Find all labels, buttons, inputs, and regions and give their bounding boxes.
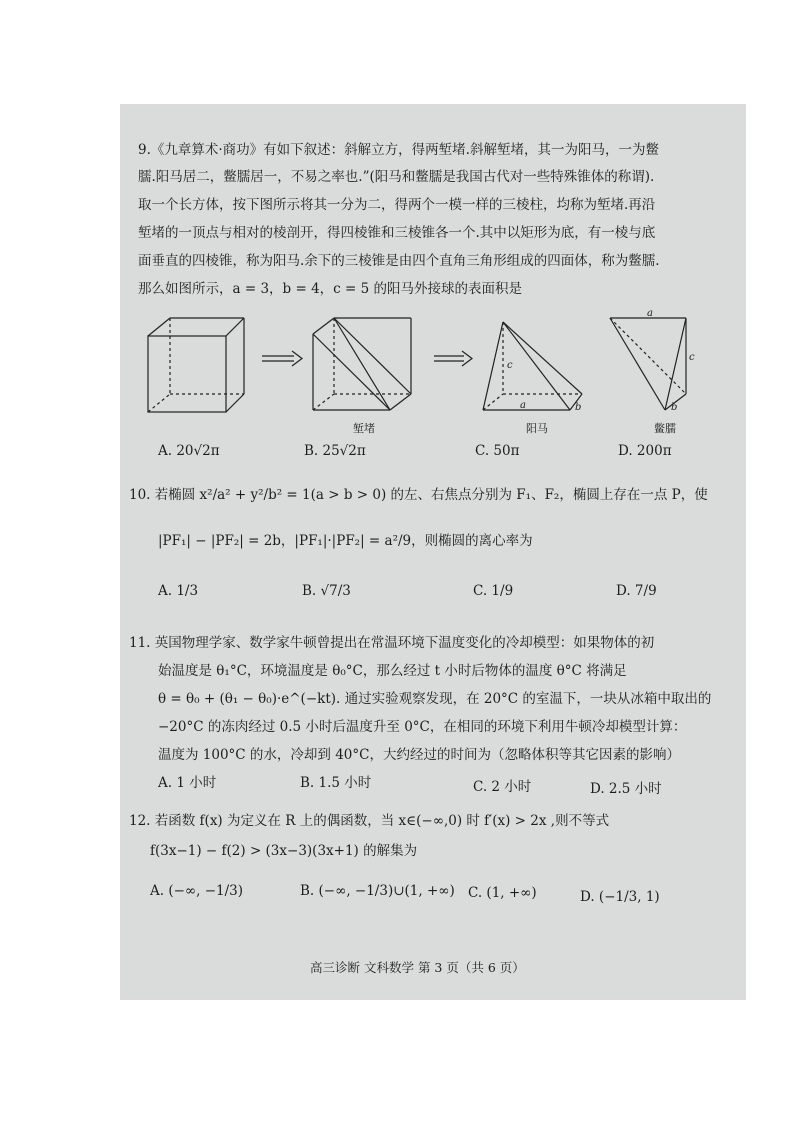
label-b: b (575, 402, 582, 413)
q12-option-c: C. (1, +∞) (468, 885, 537, 901)
yangma-diagram (483, 322, 582, 410)
q9-line-1: 9.《九章算术·商功》有如下叙述：斜解立方，得两堑堵.斜解堑堵，其一为阳马，一为鳖 (138, 142, 659, 158)
q11-option-b: B. 1.5 小时 (300, 775, 372, 791)
q9-line-3: 取一个长方体，按下图所示将其一分为二，得两个一模一样的三棱柱，均称为堑堵.再沿 (138, 197, 656, 213)
q11-line-5: 温度为 100°C 的水，冷却到 40°C，大约经过的时间为（忽略体积等其它因素的影响） (158, 747, 680, 763)
q9-option-a: A. 20√2π (158, 443, 220, 459)
q10-option-d: D. 7/9 (616, 583, 657, 599)
q9-option-c: C. 50π (475, 443, 520, 459)
q9-line-4: 堑堵的一顶点与相对的棱剖开，得四棱锥和三棱锥各一个.其中以矩形为底，有一棱与底 (138, 225, 656, 241)
bienao-diagram (610, 318, 686, 410)
page-footer: 高三诊断 文科数学 第 3 页（共 6 页） (310, 960, 525, 975)
q9-option-b: B. 25√2π (304, 443, 366, 459)
q11-option-c: C. 2 小时 (473, 779, 532, 795)
q12-option-a: A. (−∞, −1/3) (150, 883, 244, 899)
label-b: b (671, 402, 678, 413)
q12-line-2: f(3x−1) − f(2) > (3x−3)(3x+1) 的解集为 (150, 843, 418, 859)
caption-bienao: 鳖臑 (654, 422, 676, 435)
q9-line-5: 面垂直的四棱锥，称为阳马.余下的三棱锥是由四个直角三角形组成的四面体，称为鳖臑. (138, 253, 660, 269)
label-c: c (689, 352, 695, 363)
q12-option-d: D. (−1/3, 1) (580, 889, 660, 905)
q10-option-b: B. √7/3 (302, 583, 351, 599)
q10-option-a: A. 1/3 (158, 583, 199, 599)
q9-option-d: D. 200π (618, 443, 672, 459)
q9-line-6: 那么如图所示，a = 3，b = 4，c = 5 的阳马外接球的表面积是 (138, 281, 522, 297)
q10-line-1: 10. 若椭圆 x²/a² + y²/b² = 1(a > b > 0) 的左、右焦点分别为 F₁、F₂，椭圆上存在一点 P，使 (129, 487, 708, 503)
arrow-right-icon (434, 351, 472, 366)
q12-option-b: B. (−∞, −1/3)∪(1, +∞) (300, 883, 455, 899)
qiandu-diagram (313, 318, 411, 410)
label-a: a (647, 308, 653, 319)
label-c: c (507, 360, 513, 371)
q9-line-2: 臑.阳马居二，鳖臑居一，不易之率也.”(阳马和鳖臑是我国古代对一些特殊锥体的称谓). (138, 169, 655, 185)
q11-line-1: 11. 英国物理学家、数学家牛顿曾提出在常温环境下温度变化的冷却模型：如果物体的初 (129, 635, 655, 651)
q11-option-a: A. 1 小时 (158, 775, 217, 791)
exam-page (120, 104, 746, 1000)
q11-line-4: −20°C 的冻肉经过 0.5 小时后温度升至 0°C，在相同的环境下利用牛顿冷却模型计算： (158, 719, 687, 735)
label-a: a (520, 400, 526, 411)
q11-line-2: 始温度是 θ₁°C，环境温度是 θ₀°C，那么经过 t 小时后物体的温度 θ°C 将满足 (158, 663, 627, 679)
q10-line-2: |PF₁| − |PF₂| = 2b，|PF₁|·|PF₂| = a²/9，则椭圆的离心率为 (158, 533, 533, 549)
q12-line-1: 12. 若函数 f(x) 为定义在 R 上的偶函数，当 x∈(−∞,0) 时 f′(x) > 2x ,则不等式 (129, 813, 610, 829)
arrow-right-icon (262, 351, 302, 366)
q11-option-d: D. 2.5 小时 (590, 781, 662, 797)
q11-line-3: θ = θ₀ + (θ₁ − θ₀)·e^(−kt). 通过实验观察发现，在 20°C 的室温下，一块从冰箱中取出的 (158, 691, 712, 707)
cuboid-diagram (148, 318, 244, 412)
dissection-figure (120, 304, 746, 424)
q10-option-c: C. 1/9 (473, 583, 514, 599)
caption-yangma: 阳马 (526, 422, 548, 435)
caption-qiandu: 堑堵 (353, 422, 375, 435)
